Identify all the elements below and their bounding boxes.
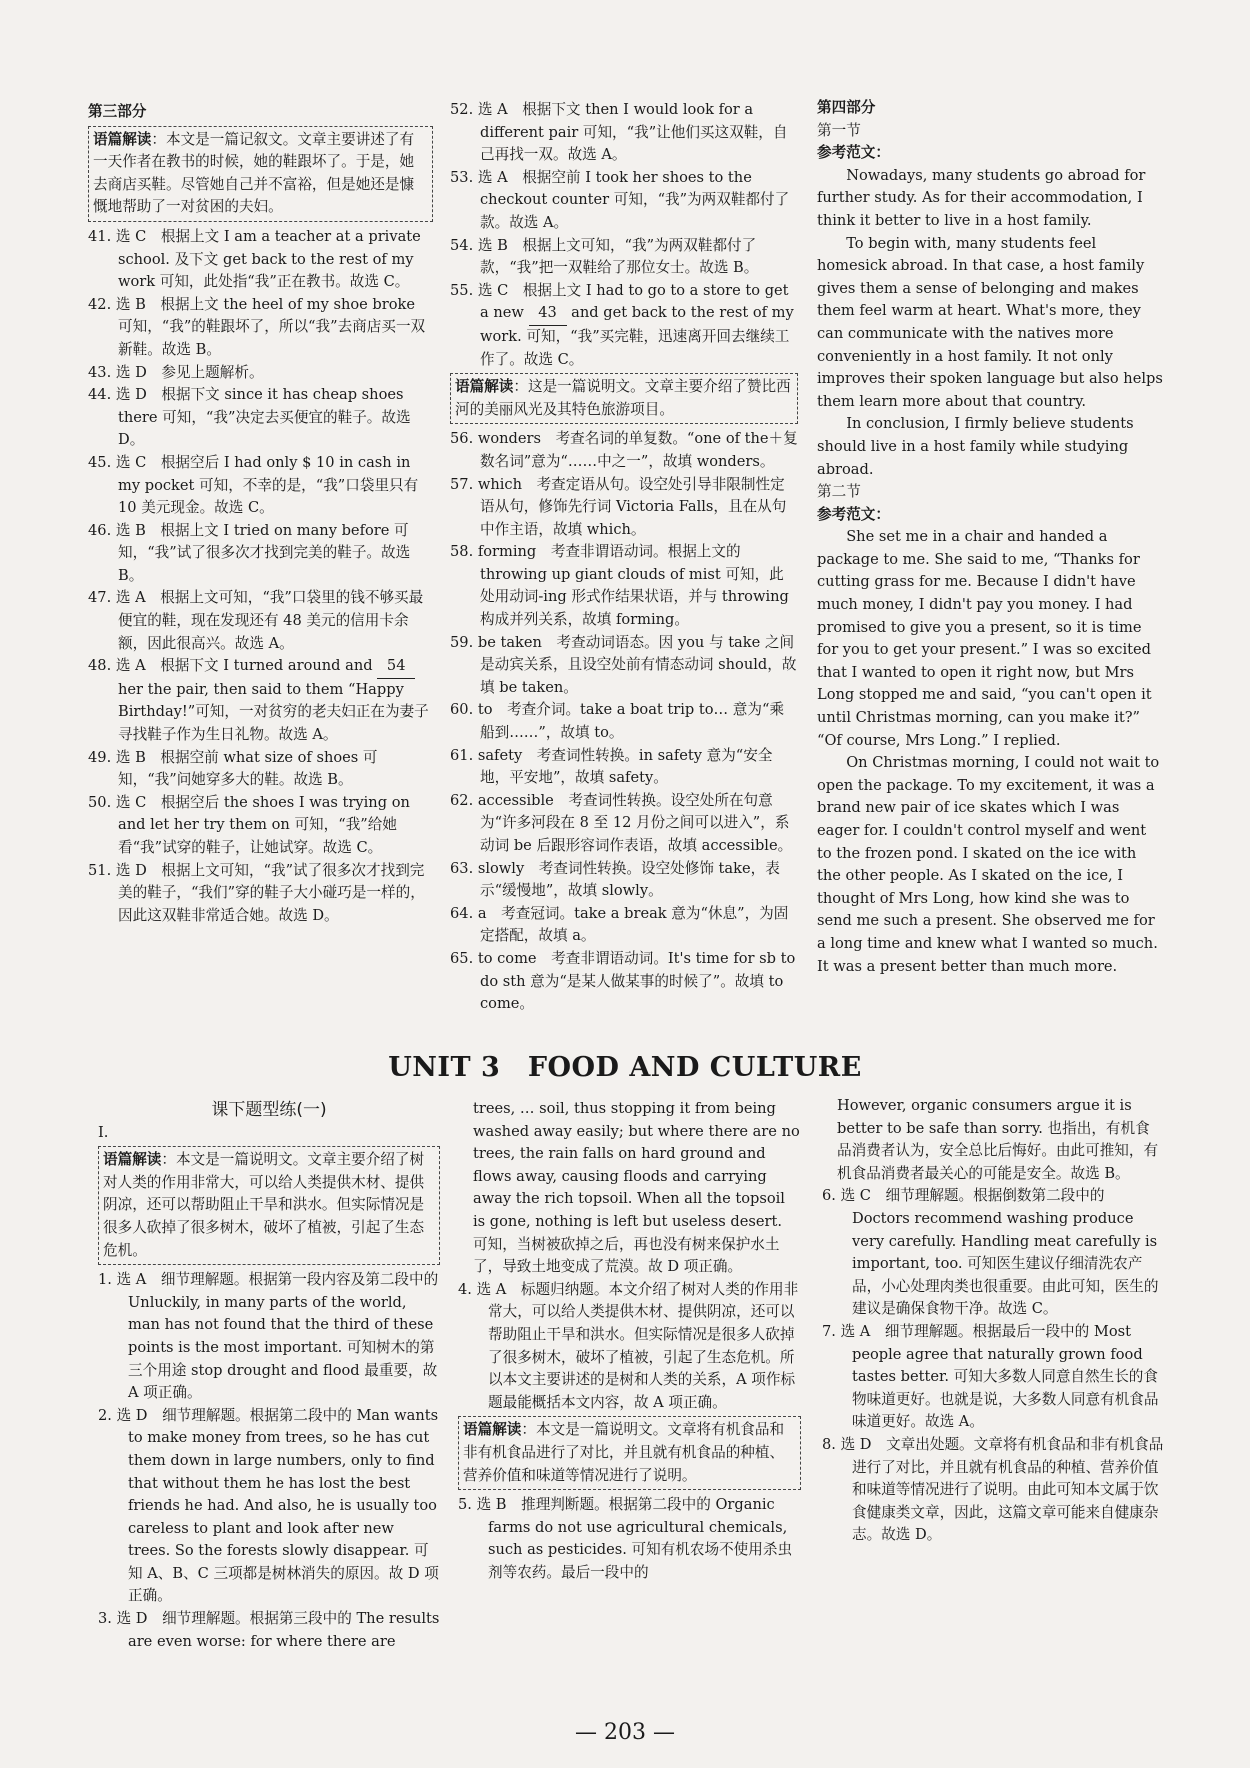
reading-note-box (88, 126, 433, 222)
reading-note-text: ：这是一篇说明文。文章主要介绍了赞比西河的美丽风光及其特色旅游项目。 (455, 378, 791, 418)
answer-text: 55. 选 C 根据上文 I had to go to a store to get a new (450, 281, 789, 322)
reference-essay-label-1: 参考范文： (817, 144, 890, 162)
top-column-2 (450, 99, 798, 1016)
answer-item: 46. 选 B 根据上文 I tried on many before 可知，“我”试了很多次才找到完美的鞋子。故选 B。 (88, 521, 411, 584)
reading-note-text: ：本文是一篇记叙文。文章主要讲述了有一天作者在教书的时候，她的鞋跟坏了。于是，她去商店买鞋。尽管她自己并不富裕，但是她还是慷慨地帮助了一对贫困的夫妇。 (93, 130, 415, 216)
reading-note-text: ：本文是一篇说明文。文章主要介绍了树对人类的作用非常大，可以给人类提供木材、提供阴凉，还可以帮助阻止干旱和洪水。但实际情况是很多人砍掉了很多树木，破坏了植被，引起了生态危机。 (103, 1151, 425, 1259)
exercise-subtitle: 课下题型练(一) (211, 1100, 327, 1120)
answer-item: 1. 选 A 细节理解题。根据第一段内容及第二段中的 Unluckily, in many parts of the world, man has not found that the third of these points is the most important. 可知树木的第三个用途 stop drought and flood 最重要，故 A 项正确。 (98, 1271, 439, 1402)
answer-item: 41. 选 C 根据上文 I am a teacher at a private school. 及下文 get back to the rest of my work 可知，此处指“我”正在教书。故选 C。 (88, 227, 421, 291)
essay-paragraph: On Christmas morning, I could not wait to open the package. To my excitement, it was a brand new pair of ice skates which I was eager for. I couldn't control myself and went to the frozen pond. I skated on the ice with the other people. As I skated on the ice, I thought of Mrs Long, how kind she was to send me such a present. She observed me for a long time and knew what I wanted so much. It was a present better than much more. (817, 754, 1160, 975)
essay-paragraph: To begin with, many students feel homesick abroad. In that case, a host family gives them a sense of belonging and makes them feel warm at heart. What's more, they can communicate with the natives more conveniently in a host family. It not only improves their spoken language but also helps them learn more about that country. (817, 234, 1163, 410)
reading-note-box (458, 1416, 801, 1490)
answer-item-55 (450, 280, 798, 371)
answer-item: 8. 选 D 文章出处题。文章将有机食品和非有机食品进行了对比，并且就有机食品的种植、营养价值和味道等情况进行了说明。由此可知本文属于饮食健康类文章，因此，这篇文章可能来自健康杂志。故选 D。 (822, 1435, 1164, 1544)
answer-item: 5. 选 B 推理判断题。根据第二段中的 Organic farms do not use agricultural chemicals, such as pesticides. 可知有机农场不使用杀虫剂等农药。最后一段中的 (458, 1496, 793, 1581)
answer-text: and get back to the rest of my work. 可知，“我”买完鞋，迅速离开回去继续工作了。故选 C。 (480, 304, 794, 368)
answer-item: 7. 选 A 细节理解题。根据最后一段中的 Most people agree that naturally grown food tastes better. 可知大多数人同意自然生长的食物味道更好。也就是说，大多数人同意有机食品味道更好。故选 A。 (822, 1322, 1159, 1431)
essay-paragraph: She set me in a chair and handed a package to me. She said to me, “Thanks for cutting grass for me. Because I didn't have much money, I didn't pay you money. I had promised to give you a present, so it is time for you to get your present.” I was so excited that I wanted to open it right now, but Mrs Long stopped me and said, “you can't open it until Christmas morning, can you make it?” “Of course, Mrs Long.” I replied. (817, 528, 1152, 749)
answer-item: 4. 选 A 标题归纳题。本文介绍了树对人类的作用非常大，可以给人类提供木材、提供阴凉，还可以帮助阻止干旱和洪水。但实际情况是很多人砍掉了很多树木，破坏了植被，引起了生态危机。所以本文主要讲述的是树和人类的关系，A 项作标题最能概括本文内容，故 A 项正确。 (458, 1280, 799, 1411)
answer-item-48 (88, 655, 433, 746)
unit-title: UNIT 3 FOOD AND CULTURE (388, 1052, 862, 1083)
answer-item: 59. be taken 考查动词语态。因 you 与 take 之间是动宾关系，且设空处前有情态动词 should，故填 be taken。 (450, 633, 797, 696)
section-heading-part3: 第三部分 (88, 103, 147, 120)
answer-item: 2. 选 D 细节理解题。根据第二段中的 Man wants to make money from trees, so he has cut them down in large numbers, only to find that without them he has lost the best friends he had. And also, he is usually too careless to plant and look after new trees. So the forests slowly disappear. 可知 A、B、C 三项都是树林消失的原因。故 D 项正确。 (98, 1406, 439, 1605)
reading-note-label: 语篇解读 (463, 1421, 522, 1439)
continued-text: trees, … soil, thus stopping it from being washed away easily; but where there are no trees, the rain falls on hard ground and flows away, causing floods and carrying away the rich topsoil. When all the topsoil is gone, nothing is left but useless desert. 可知，当树被砍掉之后，再也没有树来保护水土了，导致土地变成了荒漠。故 D 项正确。 (473, 1100, 800, 1276)
answer-item: 3. 选 D 细节理解题。根据第三段中的 The results are even worse: for where there are (98, 1610, 440, 1650)
page-number: — 203 — (575, 1720, 675, 1745)
essay-paragraph: In conclusion, I firmly believe students should live in a host family while studying abroad. (817, 415, 1134, 478)
top-column-3 (817, 97, 1163, 978)
answer-item: 43. 选 D 参见上题解析。 (88, 363, 264, 381)
bottom-column-3 (822, 1095, 1164, 1547)
blank-underline: 54 (377, 655, 415, 679)
answer-text: her the pair, then said to them “Happy Birthday!”可知，一对贫穷的老夫妇正在为妻子寻找鞋子作为生日礼物。故选 A。 (118, 680, 429, 744)
answer-item: 42. 选 B 根据上文 the heel of my shoe broke 可知，“我”的鞋跟坏了，所以“我”去商店买一双新鞋。故选 B。 (88, 295, 426, 358)
answer-item: 54. 选 B 根据上文可知，“我”为两双鞋都付了款，“我”把一双鞋给了那位女士。故选 B。 (450, 236, 759, 277)
reading-note-label: 语篇解读 (103, 1151, 162, 1169)
answer-item: 49. 选 B 根据空前 what size of shoes 可知，“我”问她穿多大的鞋。故选 B。 (88, 748, 378, 789)
reference-essay-label-2: 参考范文： (817, 505, 890, 523)
reading-note-label: 语篇解读 (93, 130, 152, 148)
answer-item: 61. safety 考查词性转换。in safety 意为“安全地，平安地”，故填 safety。 (450, 746, 773, 787)
answer-item: 52. 选 A 根据下文 then I would look for a different pair 可知，“我”让他们买这双鞋，自己再找一双。故选 A。 (450, 101, 788, 164)
answer-item: 45. 选 C 根据空后 I had only $ 10 in cash in my pocket 可知，不幸的是，“我”口袋里只有 10 美元现金。故选 C。 (88, 453, 419, 517)
reading-note-label: 语篇解读 (455, 378, 514, 396)
continued-text: However, organic consumers argue it is better to be safe than sorry. 也指出，有机食品消费者认为，安全总比后悔好。由此可推知，有机食品消费者最关心的可能是安全。故选 B。 (837, 1097, 1159, 1182)
reading-note-box (98, 1146, 440, 1265)
reading-note-box (450, 373, 798, 424)
reading-note-text: ：本文是一篇说明文。文章将有机食品和非有机食品进行了对比，并且就有机食品的种植、营养价值和味道等情况进行了说明。 (463, 1421, 785, 1484)
answer-item: 6. 选 C 细节理解题。根据倒数第二段中的 Doctors recommend washing produce very carefully. Handling meat carefully is important, too. 可知医生建议仔细清洗农产品，小心处理肉类也很重要。由此可知，医生的建议是确保食物干净。故选 C。 (822, 1187, 1159, 1318)
answer-item: 60. to 考查介词。take a boat trip to… 意为“乘船到……”，故填 to。 (450, 701, 785, 742)
answer-item: 63. slowly 考查词性转换。设空处修饰 take，表示“缓慢地”，故填 slowly。 (450, 859, 780, 900)
answer-item: 56. wonders 考查名词的单复数。“one of the＋复数名词”意为“……中之一”，故填 wonders。 (450, 430, 798, 470)
bottom-column-1 (98, 1099, 440, 1653)
answer-item: 50. 选 C 根据空后 the shoes I was trying on and let her try them on 可知，“我”给她看“我”试穿的鞋子，让她试穿。故选 C。 (88, 793, 410, 856)
answer-item: 62. accessible 考查词性转换。设空处所在句意为“许多河段在 8 至 12 月份之间可以进入”，系动词 be 后跟形容词作表语，故填 accessible。 (450, 791, 793, 854)
answer-item: 57. which 考查定语从句。设空处引导非限制性定语从句，修饰先行词 Victoria Falls，且在从句中作主语，故填 which。 (450, 475, 787, 538)
bottom-column-2 (458, 1098, 801, 1584)
answer-text: 48. 选 A 根据下文 I turned around and (88, 657, 378, 675)
answer-item: 64. a 考查冠词。take a break 意为“休息”，为固定搭配，故填 a。 (450, 904, 789, 945)
answer-item: 53. 选 A 根据空前 I took her shoes to the checkout counter 可知，“我”为两双鞋都付了款。故选 A。 (450, 168, 790, 231)
answer-item: 58. forming 考查非谓语动词。根据上文的 throwing up giant clouds of mist 可知，此处用动词-ing 形式作结果状语，并与 throwing 构成并列关系，故填 forming。 (450, 543, 789, 629)
roman-numeral: Ⅰ. (98, 1123, 109, 1141)
subsection-heading-1: 第一节 (817, 121, 861, 139)
subsection-heading-2: 第二节 (817, 483, 861, 501)
answer-item: 47. 选 A 根据上文可知，“我”口袋里的钱不够买最便宜的鞋，现在发现还有 48 美元的信用卡余额，因此很高兴。故选 A。 (88, 589, 424, 652)
answer-item: 65. to come 考查非谓语动词。It's time for sb to do sth 意为“是某人做某事的时候了”。故填 to come。 (450, 949, 796, 1013)
top-column-1 (88, 101, 433, 927)
section-heading-part4: 第四部分 (817, 99, 876, 116)
blank-underline: 43 (529, 302, 567, 326)
answer-item: 51. 选 D 根据上文可知，“我”试了很多次才找到完美的鞋子，“我们”穿的鞋子大小碰巧是一样的，因此这双鞋非常适合她。故选 D。 (88, 861, 425, 924)
essay-paragraph: Nowadays, many students go abroad for further study. As for their accommodation, I think it better to live in a host family. (817, 166, 1146, 229)
answer-item: 44. 选 D 根据下文 since it has cheap shoes there 可知，“我”决定去买便宜的鞋子。故选 D。 (88, 386, 411, 449)
